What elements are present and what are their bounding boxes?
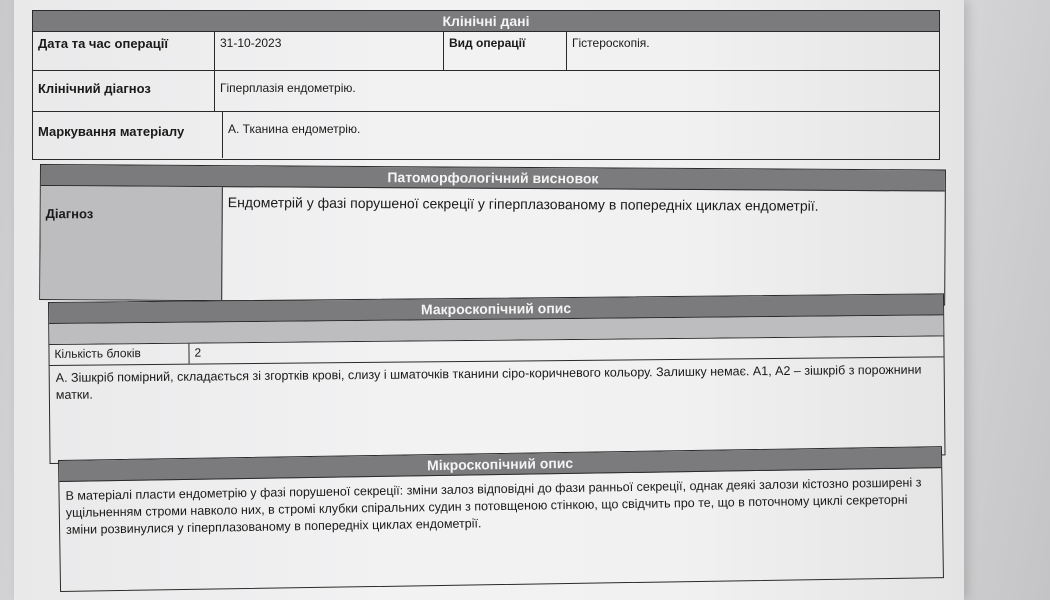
conclusion-diagnosis-row	[40, 186, 945, 305]
micro-title: Мікроскопічний опис	[59, 447, 941, 482]
operation-type-label: Вид операції	[444, 32, 567, 70]
clinical-diagnosis-row	[33, 71, 939, 112]
document-page	[14, 0, 964, 600]
conclusion-section	[39, 164, 946, 306]
operation-datetime-label: Дата та час операції	[33, 32, 215, 70]
conclusion-diagnosis-value: Ендометрій у фазі порушеної секреції у гіперплазованому в попередніх циклах ендометрії.	[227, 194, 819, 214]
marking-value: А. Тканина ендометрію.	[228, 122, 361, 136]
blocks-label: Кількість блоків	[49, 344, 189, 365]
operation-datetime-value: 31-10-2023	[215, 32, 444, 70]
conclusion-title: Патоморфологічний висновок	[41, 165, 945, 192]
clinical-diagnosis-label: Клінічний діагноз	[33, 71, 215, 111]
blocks-value: 2	[194, 345, 202, 360]
macro-section	[48, 293, 946, 464]
clinical-data-section	[32, 10, 940, 160]
marking-row	[33, 112, 939, 158]
conclusion-diagnosis-label: Діагноз	[40, 186, 223, 300]
micro-section	[58, 446, 944, 592]
macro-description: А. Зішкріб помірний, складається зі згортків крові, слизу і шматочків тканини сіро-коричневого кольору. Залишку немає. А1, А2 – зішкріб з порожнини матки.	[55, 362, 922, 402]
operation-type-value: Гістероскопія.	[572, 36, 650, 50]
clinical-diagnosis-value: Гіперплазія ендометрію.	[220, 81, 356, 95]
macro-title: Макроскопічний опис	[49, 294, 943, 324]
micro-description: В матеріалі пласти ендометрію у фазі порушеної секреції: зміни залоз відповідні до фази ранньої секреції, однак деякі залози кістозно розширені з ущільненням строми навколо них, в стромі клубки спіральних судин з потовщеною стінкою, що свідчить про те, що в поточному циклі секреторні зміни розвинулися у гіперплазованому в попередніх циклах ендометрії.	[65, 475, 922, 537]
operation-row	[33, 32, 939, 71]
marking-label: Маркування матеріалу	[33, 112, 223, 158]
clinical-data-title: Клінічні дані	[33, 11, 939, 32]
